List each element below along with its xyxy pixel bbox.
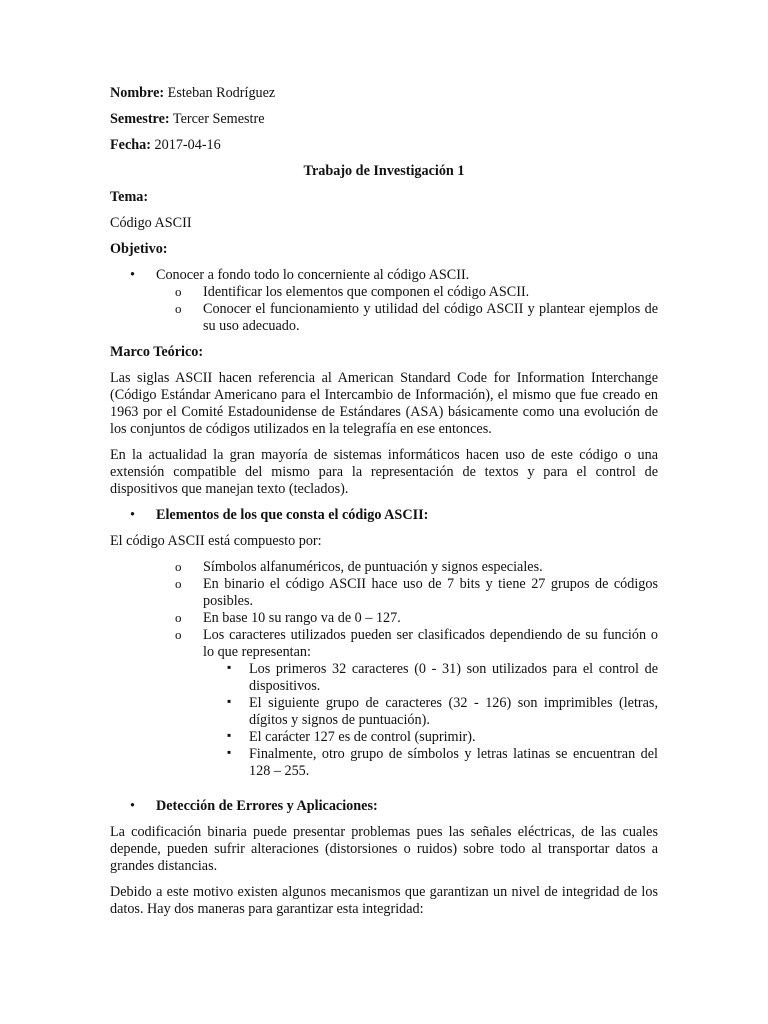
document-body [110, 85, 658, 927]
tema-value: Código ASCII [110, 215, 192, 231]
objetivo-sub-2: Conocer el funcionamiento y utilidad del código ASCII y plantear ejemplos de su uso adecuado. [203, 301, 658, 334]
list-item [175, 627, 658, 780]
elementos-subitem-4: Finalmente, otro grupo de símbolos y letras latinas se encuentran del 128 – 255. [249, 746, 658, 779]
elementos-item-1: Símbolos alfanuméricos, de puntuación y signos especiales. [203, 559, 543, 575]
objetivo-heading: Objetivo: [110, 241, 168, 257]
elementos-list [175, 559, 658, 780]
circle-bullet-icon: o [175, 627, 182, 642]
elementos-item-3: En base 10 su rango va de 0 – 127. [203, 610, 401, 626]
list-item [175, 559, 658, 576]
deteccion-paragraph-1: La codificación binaria puede presentar problemas pues las señales eléctricas, de las cuales depende, pueden sufrir alteraciones (distorsiones o ruidos) sobre todo al transportar datos a grandes distancias. [110, 824, 658, 874]
objetivo-sublist [175, 284, 658, 335]
objetivo-sub-1: Identificar los elementos que componen el código ASCII. [203, 284, 530, 300]
circle-bullet-icon: o [175, 284, 182, 299]
elementos-subitem-3: El carácter 127 es de control (suprimir). [249, 729, 476, 745]
square-bullet-icon: ▪ [227, 745, 232, 759]
list-item [175, 610, 658, 627]
date-field [110, 137, 658, 154]
spacer [110, 780, 658, 798]
list-item [110, 798, 658, 815]
marco-paragraph-2: En la actualidad la gran mayoría de sistemas informáticos hacen uso de este código o una extensión compatible del mismo para la representación de textos y para el control de dispositivos que manejan texto (teclados). [110, 447, 658, 497]
semester-value: Tercer Semestre [172, 111, 265, 127]
semester-field [110, 111, 658, 128]
circle-bullet-icon: o [175, 576, 182, 591]
list-item [175, 576, 658, 610]
list-item [227, 745, 658, 780]
marco-heading: Marco Teórico: [110, 344, 204, 360]
objetivo-list [110, 267, 658, 284]
bullet-icon: • [130, 507, 135, 523]
name-value: Esteban Rodríguez [167, 85, 276, 101]
list-item [227, 694, 658, 729]
elementos-item-2: En binario el código ASCII hace uso de 7 bits y tiene 27 grupos de códigos posibles. [203, 576, 658, 609]
deteccion-heading-list [110, 798, 658, 815]
date-label: Fecha: [110, 137, 151, 153]
list-item [110, 507, 658, 524]
square-bullet-icon: ▪ [227, 694, 232, 708]
list-item [175, 284, 658, 301]
square-bullet-icon: ▪ [227, 660, 232, 674]
list-item [227, 660, 658, 695]
deteccion-heading: Detección de Errores y Aplicaciones: [156, 798, 378, 814]
elementos-heading-list [110, 507, 658, 524]
circle-bullet-icon: o [175, 610, 182, 625]
elementos-subitem-2: El siguiente grupo de caracteres (32 - 126) son imprimibles (letras, dígitos y signos de puntuación). [249, 695, 658, 728]
square-bullet-icon: ▪ [227, 728, 232, 742]
elementos-intro: El código ASCII está compuesto por: [110, 533, 322, 549]
date-value: 2017-04-16 [154, 137, 221, 153]
document-title: Trabajo de Investigación 1 [303, 163, 465, 179]
semester-label: Semestre: [110, 111, 170, 127]
elementos-sublist [227, 660, 658, 780]
circle-bullet-icon: o [175, 559, 182, 574]
tema-heading: Tema: [110, 189, 149, 205]
deteccion-paragraph-2: Debido a este motivo existen algunos mecanismos que garantizan un nivel de integridad de los datos. Hay dos maneras para garantizar esta integridad: [110, 884, 658, 917]
list-item [227, 728, 658, 746]
elementos-item-4: Los caracteres utilizados pueden ser clasificados dependiendo de su función o lo que representan: [203, 627, 658, 660]
name-label: Nombre: [110, 85, 165, 101]
bullet-icon: • [130, 267, 135, 283]
name-field [110, 85, 658, 102]
list-item [110, 267, 658, 284]
bullet-icon: • [130, 798, 135, 814]
objetivo-main: Conocer a fondo todo lo concerniente al código ASCII. [156, 267, 470, 283]
list-item [175, 301, 658, 335]
circle-bullet-icon: o [175, 301, 182, 316]
elementos-subitem-1: Los primeros 32 caracteres (0 - 31) son utilizados para el control de dispositivos. [249, 661, 658, 694]
elementos-heading: Elementos de los que consta el código ASCII: [156, 507, 429, 523]
marco-paragraph-1: Las siglas ASCII hacen referencia al American Standard Code for Information Interchange (Código Estándar Americano para el Intercambio de Información), el mismo que fue creado en 1963 por el Comité Estadounidense de Estándares (ASA) básicamente como una evolución de los conjuntos de códigos utilizados en la telegrafía en ese entonces. [110, 370, 658, 437]
